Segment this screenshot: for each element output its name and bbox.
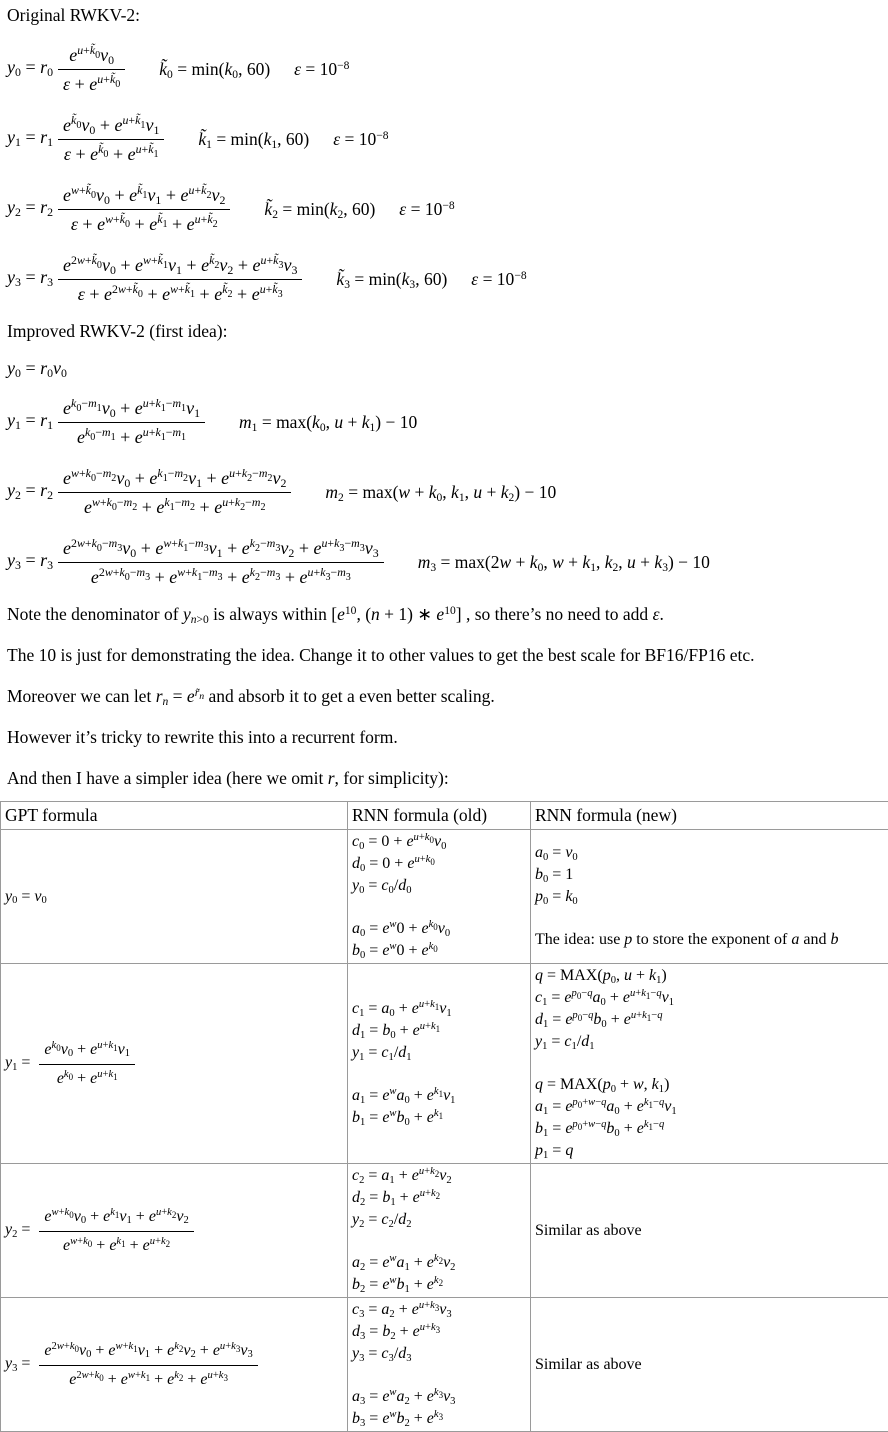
original-formula-0 <box>7 42 888 96</box>
original-formula-2-main: $y_2 = r_2$ $\frac{e^{w+k̃_0}v_0 + e^{k̃_1}v_1 + e^{u+k̃_2}v_2}{\varepsilon + e^{w+k̃_0} + e^{k̃_1} + e^{u+k̃_2}}$ <box>7 182 234 236</box>
formula-line: $p_1 = q$ <box>535 1140 886 1162</box>
original-formula-1-condition-1: $\varepsilon = 10^{-8}$ <box>333 128 388 150</box>
original-formula-3-condition-0: $k̃_3 = \min(k_3$, 60) <box>336 268 447 290</box>
improved-formula-2-main: $y_2 = r_2$ $\frac{e^{w+k_0-m_2}v_0 + e^{k_1-m_2}v_1 + e^{u+k_2-m_2}v_2}{e^{w+k_0-m_2} + e^{k_1-m_2} + e^{u+k_2-m_2}}$ <box>7 465 295 519</box>
blank-line <box>535 1053 886 1074</box>
formula-line: $d_0 = 0 + e^{u+k_0}$ <box>352 853 528 875</box>
formula-line: $y_2$ = $\frac{e^{w+k_0}v_0 + e^{k_1}v_1 + e^{u+k_2}v_2}{e^{w+k_0} + e^{k_1} + e^{u+k_2}}$ <box>5 1204 345 1258</box>
original-formula-2 <box>7 182 888 236</box>
improved-formula-1-main: $y_1 = r_1$ $\frac{e^{k_0-m_1}v_0 + e^{u+k_1-m_1}v_1}{e^{k_0-m_1} + e^{u+k_1-m_1}}$ <box>7 395 209 449</box>
cell-y1-old <box>348 964 531 1164</box>
cell-y2-new <box>531 1164 888 1298</box>
formula-line: $b_1 = e^{p_0+w-q}b_0 + e^{k_1-q}$ <box>535 1118 886 1140</box>
formula-line: $a_3 = e^wa_2 + e^{k_3}v_3$ <box>352 1386 528 1408</box>
formula-line: $y_2 = c_2/d_2$ <box>352 1209 528 1231</box>
formula-line: Similar as above <box>535 1220 886 1242</box>
cell-y3-new <box>531 1298 888 1432</box>
formula-line: $y_1 = c_1/d_1$ <box>535 1031 886 1053</box>
heading-original-rwkv2: Original RWKV-2: <box>7 0 888 26</box>
formula-line: $c_1 = e^{p_0-q}a_0 + e^{u+k_1-q}v_1$ <box>535 987 886 1009</box>
improved-formula-2-condition-0: $m_2 = \max(w + k_0$, $k_1$, $u + k_2) - 10$ <box>325 481 556 503</box>
formula-line: $c_0 = 0 + e^{u+k_0}v_0$ <box>352 831 528 853</box>
original-formula-2-condition-1: $\varepsilon = 10^{-8}$ <box>399 198 454 220</box>
cell-y1-new <box>531 964 888 1164</box>
cell-y3-gpt <box>1 1298 348 1432</box>
formula-line: $b_2 = e^wb_1 + e^{k_2}$ <box>352 1274 528 1296</box>
table-header-rnn-old: RNN formula (old) <box>348 802 531 830</box>
formula-line: $q = MAX(p_0$, $u + k_1$) <box>535 965 886 987</box>
formula-line: $y_1 = c_1/d_1$ <box>352 1042 528 1064</box>
improved-formula-0-main: $y_0 = r_0v_0$ <box>7 357 67 379</box>
formula-line: $y_1$ = $\frac{e^{k_0}v_0 + e^{u+k_1}v_1}{e^{k_0} + e^{u+k_1}}$ <box>5 1037 345 1091</box>
improved-formula-0 <box>7 357 888 379</box>
improved-formula-1 <box>7 395 888 449</box>
formula-line: $a_1 = e^{p_0+w-q}a_0 + e^{k_1-q}v_1$ <box>535 1096 886 1118</box>
formula-line: $d_1 = e^{p_0-q}b_0 + e^{u+k_1-q}$ <box>535 1009 886 1031</box>
paragraph-1: The 10 is just for demonstrating the idea. Change it to other values to get the best scale for BF16/FP16 etc. <box>7 644 888 666</box>
formula-line: $a_0 = e^w0 + e^{k_0}v_0$ <box>352 918 528 940</box>
notes-paragraphs <box>0 603 888 789</box>
formula-line: $q = MAX(p_0 + w$, $k_1$) <box>535 1074 886 1096</box>
cell-y0-gpt <box>1 830 348 964</box>
paragraph-0: Note the denominator of $y_{n>0}$ is always within [$e^{10}$, (n + 1) ∗ $e^{10}$] , so there’s no need to add ε. <box>7 603 888 625</box>
formula-line: $d_3 = b_2 + e^{u+k_3}$ <box>352 1321 528 1343</box>
formula-line: The idea: use p to store the exponent of a and b <box>535 929 886 951</box>
paragraph-4: And then I have a simpler idea (here we omit r, for simplicity): <box>7 767 888 789</box>
original-formula-3-condition-1: $\varepsilon = 10^{-8}$ <box>471 268 526 290</box>
improved-formula-3-main: $y_3 = r_3$ $\frac{e^{2w+k_0-m_3}v_0 + e^{w+k_1-m_3}v_1 + e^{k_2-m_3}v_2 + e^{u+k_3-m_3}v_3}{e^{2w+k_0-m_3} + e^{w+k_1-m_3} + e^{k_2-m_3} + e^{u+k_3-m_3}}$ <box>7 535 388 589</box>
cell-y3-old <box>348 1298 531 1432</box>
original-formula-0-main: $y_0 = r_0$ $\frac{e^{u+k̃_0}v_0}{\varepsilon + e^{u+k̃_0}}$ <box>7 42 129 96</box>
formula-line: $c_2 = a_1 + e^{u+k_2}v_2$ <box>352 1165 528 1187</box>
cell-y2-old <box>348 1164 531 1298</box>
improved-formula-list <box>0 357 888 589</box>
formula-line: $b_0 = e^w0 + e^{k_0}$ <box>352 940 528 962</box>
improved-formula-1-condition-0: $m_1 = \max(k_0$, $u + k_1) - 10$ <box>239 411 417 433</box>
original-formula-1-condition-0: $k̃_1 = \min(k_1$, 60) <box>198 128 309 150</box>
formula-line: $y_3 = c_3/d_3$ <box>352 1343 528 1365</box>
original-formula-3-main: $y_3 = r_3$ $\frac{e^{2w+k̃_0}v_0 + e^{w+k̃_1}v_1 + e^{k̃_2}v_2 + e^{u+k̃_3}v_3}{\varepsilon + e^{2w+k̃_0} + e^{w+k̃_1} + e^{k̃_2} + e^{u+k̃_3}}$ <box>7 252 306 306</box>
original-formula-1-main: $y_1 = r_1$ $\frac{e^{k̃_0}v_0 + e^{u+k̃_1}v_1}{\varepsilon + e^{k̃_0} + e^{u+k̃_1}}$ <box>7 112 168 166</box>
formula-line: $y_0 = c_0/d_0$ <box>352 875 528 897</box>
formula-line: $y_3$ = $\frac{e^{2w+k_0}v_0 + e^{w+k_1}v_1 + e^{k_2}v_2 + e^{u+k_3}v_3}{e^{2w+k_0} + e^{w+k_1} + e^{k_2} + e^{u+k_3}}$ <box>5 1338 345 1392</box>
paragraph-3: However it’s tricky to rewrite this into a recurrent form. <box>7 726 888 748</box>
formula-line: $a_0 = v_0$ <box>535 842 886 864</box>
formula-line: $c_1 = a_0 + e^{u+k_1}v_1$ <box>352 998 528 1020</box>
table-row-y2 <box>1 1164 888 1298</box>
formula-line: $b_1 = e^wb_0 + e^{k_1}$ <box>352 1107 528 1129</box>
table-header-row <box>1 802 888 830</box>
table-header-gpt: GPT formula <box>1 802 348 830</box>
table-row-y1 <box>1 964 888 1164</box>
table-row-y0 <box>1 830 888 964</box>
cell-y2-gpt <box>1 1164 348 1298</box>
paragraph-2: Moreover we can let $r_n = e^{r̃_n}$ and absorb it to get a even better scaling. <box>7 685 888 707</box>
table-row-y3 <box>1 1298 888 1432</box>
improved-formula-3-condition-0: $m_3 = \max(2w + k_0$, $w + k_1$, $k_2$, $u + k_3) - 10$ <box>418 551 710 573</box>
blank-line <box>352 897 528 918</box>
original-formula-1 <box>7 112 888 166</box>
improved-formula-3 <box>7 535 888 589</box>
formula-line: $a_2 = e^wa_1 + e^{k_2}v_2$ <box>352 1252 528 1274</box>
original-formula-0-condition-0: $k̃_0 = \min(k_0$, 60) <box>159 58 270 80</box>
cell-y1-gpt <box>1 964 348 1164</box>
formula-line: $b_3 = e^wb_2 + e^{k_3}$ <box>352 1408 528 1430</box>
original-formula-2-condition-0: $k̃_2 = \min(k_2$, 60) <box>264 198 375 220</box>
formula-line: $a_1 = e^wa_0 + e^{k_1}v_1$ <box>352 1085 528 1107</box>
table-header-rnn-new: RNN formula (new) <box>531 802 888 830</box>
cell-y0-old <box>348 830 531 964</box>
formula-line: $b_0 = 1$ <box>535 864 886 886</box>
original-formula-0-condition-1: $\varepsilon = 10^{-8}$ <box>294 58 349 80</box>
formula-line: $d_2 = b_1 + e^{u+k_2}$ <box>352 1187 528 1209</box>
blank-line <box>352 1231 528 1252</box>
improved-formula-2 <box>7 465 888 519</box>
blank-line <box>535 908 886 929</box>
formula-line: $d_1 = b_0 + e^{u+k_1}$ <box>352 1020 528 1042</box>
blank-line <box>352 1064 528 1085</box>
blank-line <box>352 1365 528 1386</box>
formula-line: $c_3 = a_2 + e^{u+k_3}v_3$ <box>352 1299 528 1321</box>
formula-line: Similar as above <box>535 1354 886 1376</box>
original-formula-3 <box>7 252 888 306</box>
formula-comparison-table <box>0 801 888 1432</box>
heading-improved-rwkv2: Improved RWKV-2 (first idea): <box>7 320 888 342</box>
cell-y0-new <box>531 830 888 964</box>
original-formula-list <box>0 42 888 306</box>
formula-line: $p_0 = k_0$ <box>535 886 886 908</box>
formula-line: $y_0 = v_0$ <box>5 886 345 908</box>
